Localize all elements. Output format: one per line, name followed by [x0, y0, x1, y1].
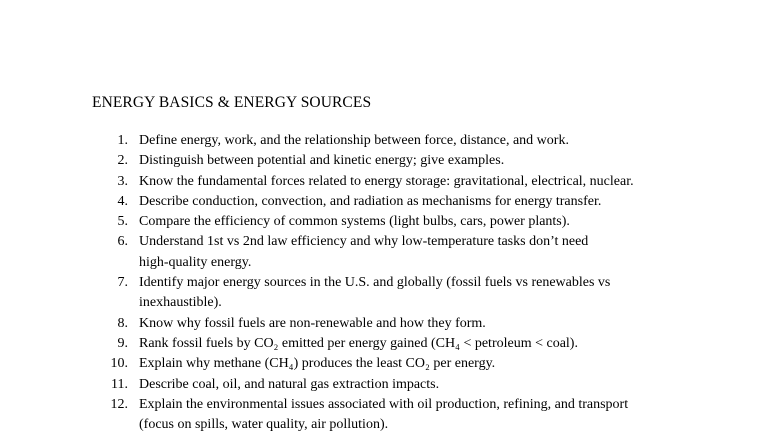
item-number: 5. — [117, 214, 128, 230]
item-text: Compare the efficiency of common systems (light bulbs, cars, power plants). — [139, 214, 570, 230]
list-item — [0, 354, 784, 374]
item-text: Explain why methane (CH₄) produces the least CO₂ per energy. — [139, 356, 496, 372]
list-item — [0, 314, 784, 334]
page-heading: ENERGY BASICS & ENERGY SOURCES — [92, 94, 372, 111]
item-number: 9. — [117, 335, 128, 351]
item-text: Describe conduction, convection, and radiation as mechanisms for energy transfer. — [139, 193, 602, 209]
item-number: 3. — [117, 173, 128, 189]
item-text-continued: high-quality energy. — [139, 254, 252, 270]
objectives-list — [0, 131, 784, 435]
item-number: 6. — [117, 234, 128, 250]
item-text: Rank fossil fuels by CO₂ emitted per energy gained (CH₄ < petroleum < coal). — [139, 335, 578, 351]
item-text: Distinguish between potential and kinetic energy; give examples. — [139, 153, 505, 169]
list-item — [0, 151, 784, 171]
list-item — [0, 131, 784, 151]
item-text: Understand 1st vs 2nd law efficiency and why low-temperature tasks don’t need — [139, 234, 589, 250]
item-text: Identify major energy sources in the U.S. and globally (fossil fuels vs renewables vs — [139, 275, 611, 291]
list-item — [0, 212, 784, 232]
item-text: Define energy, work, and the relationship between force, distance, and work. — [139, 133, 569, 148]
item-number: 7. — [117, 275, 128, 291]
item-text-continued: (focus on spills, water quality, air pollution). — [139, 417, 389, 433]
item-number: 10. — [110, 356, 128, 372]
list-item — [0, 334, 784, 354]
item-number: 11. — [111, 376, 128, 392]
item-number: 12. — [110, 396, 128, 412]
list-item — [0, 232, 784, 273]
item-number: 8. — [117, 315, 128, 331]
list-item — [0, 273, 784, 314]
item-text: Know why fossil fuels are non-renewable and how they form. — [139, 315, 486, 331]
item-number: 4. — [117, 193, 128, 209]
item-text: Know the fundamental forces related to energy storage: gravitational, electrical, nuclear. — [139, 173, 634, 189]
item-text: Describe coal, oil, and natural gas extraction impacts. — [139, 376, 440, 392]
item-number: 2. — [117, 153, 128, 169]
item-text-continued: inexhaustible). — [139, 295, 222, 311]
list-item — [0, 375, 784, 395]
list-item — [0, 395, 784, 436]
item-text: Explain the environmental issues associated with oil production, refining, and transport — [139, 396, 629, 412]
item-number: 1. — [117, 133, 128, 148]
list-item — [0, 192, 784, 212]
list-item — [0, 172, 784, 192]
